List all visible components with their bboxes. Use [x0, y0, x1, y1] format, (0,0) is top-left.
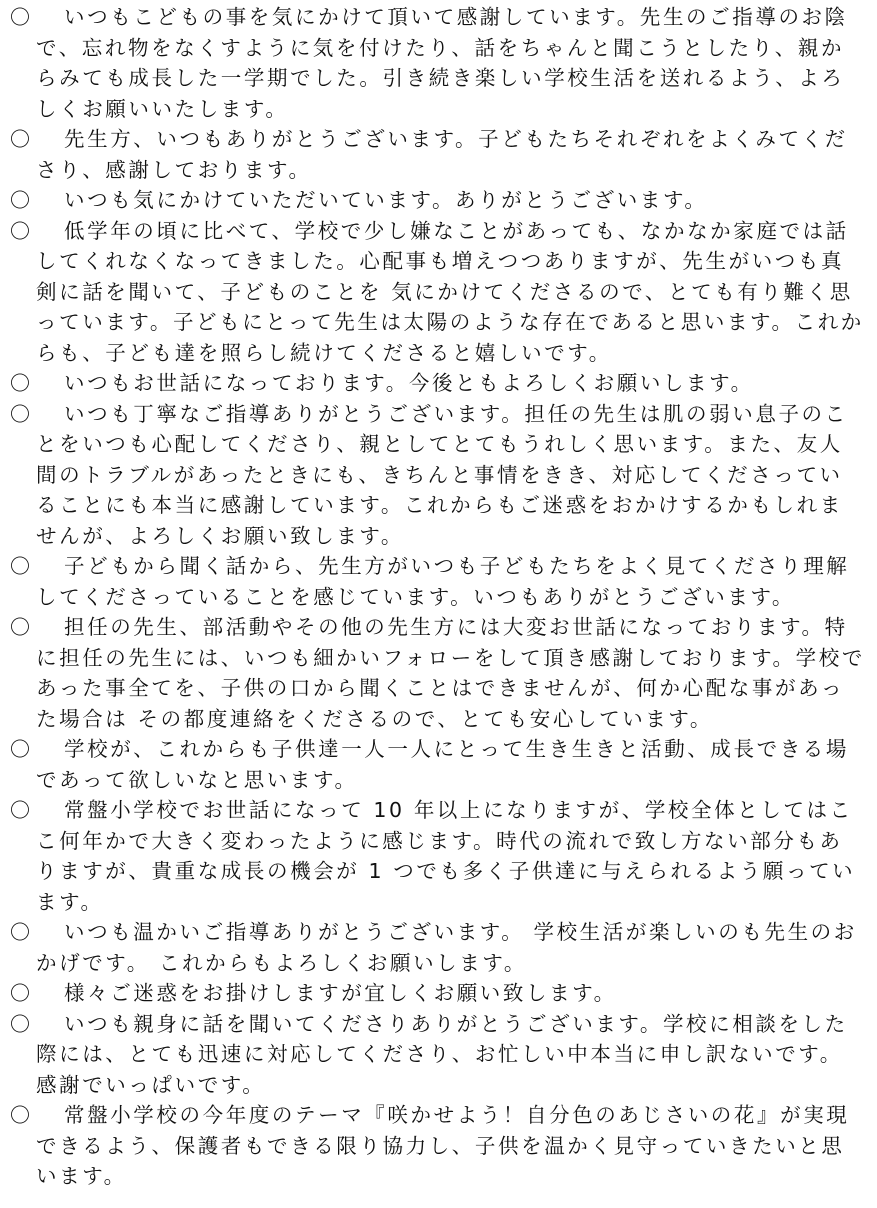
comment-text: 先生方、いつもありがとうございます。子どもたちそれぞれをよくみてくださり、感謝しております。: [36, 127, 848, 182]
comment-text: 常盤小学校の今年度のテーマ『咲かせよう！自分色のあじさいの花』が実現できるよう、保護者もできる限り協力し、子供を温かく見守っていきたいと思います。: [36, 1103, 850, 1188]
bullet-circle-icon: 〇: [10, 615, 30, 639]
bullet-circle-icon: 〇: [10, 401, 30, 426]
comment-item: [10, 399, 865, 552]
comment-item: [10, 612, 865, 734]
bullet-circle-icon: 〇: [10, 737, 30, 761]
bullet-circle-icon: 〇: [10, 5, 30, 29]
bullet-circle-icon: 〇: [10, 1011, 30, 1036]
comment-item: [10, 216, 865, 369]
bullet-circle-icon: 〇: [10, 188, 30, 212]
comment-text: 子どもから聞く話から、先生方がいつも子どもたちをよく見てくださり理解してくださっていることを感じています。いつもありがとうございます。: [36, 554, 850, 609]
bullet-circle-icon: 〇: [10, 554, 30, 578]
comment-item: [10, 734, 865, 795]
bullet-circle-icon: 〇: [10, 798, 30, 822]
comment-text: 学校が、これからも子供達一人一人にとって生き生きと活動、成長できる場であって欲しいなと思います。: [36, 737, 849, 792]
bullet-circle-icon: 〇: [10, 1103, 30, 1127]
bullet-circle-icon: 〇: [10, 371, 30, 395]
comment-text: いつも気にかけていただいています。ありがとうございます。: [64, 188, 708, 212]
comment-text: 常盤小学校でお世話になって 10 年以上になりますが、学校全体としてはここ何年かで大きく変わったように感じます。時代の流れで致し方ない部分もありますが、貴重な成長の機会が 1 つでも多く子供達に与えられるよう願っています。: [36, 798, 856, 914]
bullet-circle-icon: 〇: [10, 920, 30, 944]
comment-text: いつも温かいご指導ありがとうございます。 学校生活が楽しいのも先生のおかげです。 これからもよろしくお願いします。: [36, 920, 857, 975]
comment-text: いつもお世話になっております。今後ともよろしくお願いします。: [64, 371, 754, 395]
comment-text: いつも丁寧なご指導ありがとうございます。担任の先生は肌の弱い息子のことをいつも心配してくださり、親としてとてもうれしく思います。また、友人間のトラブルがあったときにも、きちんと事情をきき、対応してくださっていることにも本当に感謝しています。これからもご迷惑をおかけするかもしれませんが、よろしくお願い致します。: [36, 401, 848, 548]
comment-item: [10, 978, 865, 1009]
comment-item: [10, 368, 865, 399]
comment-item: [10, 185, 865, 216]
bullet-circle-icon: 〇: [10, 218, 30, 243]
comment-item: [10, 2, 865, 124]
comment-text: いつも親身に話を聞いてくださりありがとうございます。学校に相談をした際には、とても迅速に対応してくださり、お忙しい中本当に申し訳ないです。感謝でいっぱいです。: [36, 1011, 848, 1097]
comment-item: [10, 795, 865, 917]
comment-item: [10, 917, 865, 978]
comment-text: 担任の先生、部活動やその他の先生方には大変お世話になっております。特に担任の先生には、いつも細かいフォローをして頂き感謝しております。学校であった事全てを、子供の口から聞くことはできませんが、何か心配な事があった場合は その都度連絡をくださるので、とても安心しています。: [36, 615, 865, 731]
bullet-circle-icon: 〇: [10, 981, 30, 1005]
comment-item: [10, 1009, 865, 1101]
comment-item: [10, 551, 865, 612]
bullet-circle-icon: 〇: [10, 127, 30, 151]
comment-item: [10, 124, 865, 185]
comment-item: [10, 1100, 865, 1192]
comment-text: いつもこどもの事を気にかけて頂いて感謝しています。先生のご指導のお陰で、忘れ物をなくすように気を付けたり、話をちゃんと聞こうとしたり、親からみても成長した一学期でした。引き続き楽しい学校生活を送れるよう、よろしくお願いいたします。: [36, 5, 848, 121]
comment-text: 様々ご迷惑をお掛けしますが宜しくお願い致します。: [64, 981, 617, 1005]
comment-text: 低学年の頃に比べて、学校で少し嫌なことがあっても、なかなか家庭では話してくれなくなってきました。心配事も増えつつありますが、先生がいつも真剣に話を聞いて、子どものことを 気にかけてくださるので、とても有り難く思っています。子どもにとって先生は太陽のような存在であると思います。これからも、子ども達を照らし続けてくださると嬉しいです。: [36, 218, 864, 365]
